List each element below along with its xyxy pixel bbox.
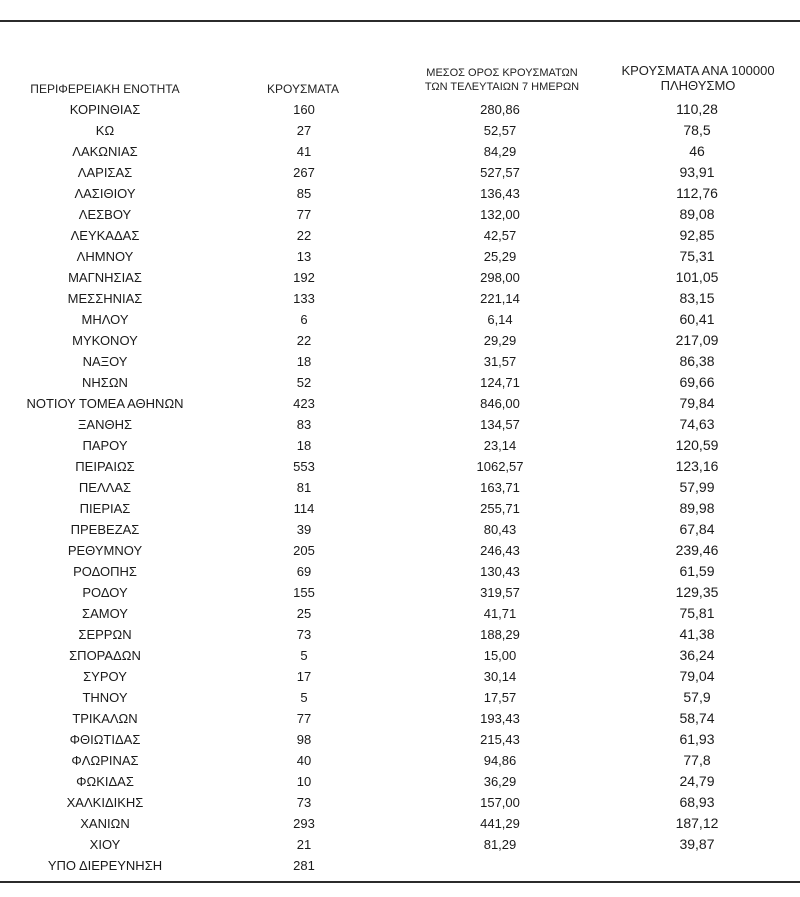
region-cell: ΡΕΘΥΜΝΟΥ [67,543,143,558]
cases-cell: 73 [296,627,312,642]
region-cell: ΚΟΡΙΝΘΙΑΣ [69,102,141,117]
rate-cell: 89,98 [679,500,715,516]
region-cell: ΝΑΞΟΥ [82,354,128,369]
cases-cell: 192 [293,270,315,285]
table-row [0,204,800,225]
avg-cell: 52,57 [483,123,517,138]
cases-cell: 25 [296,606,312,621]
rate-cell: 112,76 [676,185,718,201]
table-row [0,498,800,519]
table-row [0,120,800,141]
region-cell: ΜΗΛΟΥ [81,312,129,327]
avg-cell: 255,71 [480,501,520,516]
header-rate [598,63,798,93]
avg-cell: 1062,57 [476,459,524,474]
table-row [0,414,800,435]
rate-cell: 123,16 [675,458,719,474]
rate-cell: 36,24 [679,647,715,663]
avg-cell: 130,43 [480,564,520,579]
table-row [0,225,800,246]
header-avg-line1: ΜΕΣΟΣ ΟΡΟΣ ΚΡΟΥΣΜΑΤΩΝ [426,67,578,79]
table-row [0,855,800,876]
cases-cell: 18 [296,354,312,369]
table-row [0,309,800,330]
table-row [0,561,800,582]
cases-cell: 5 [300,690,308,705]
avg-cell: 136,43 [480,186,520,201]
avg-cell: 298,00 [480,270,520,285]
rate-cell: 67,84 [679,521,715,537]
rate-cell: 69,66 [679,374,715,390]
avg-cell: 193,43 [480,711,520,726]
cases-cell: 21 [296,837,312,852]
table-row [0,288,800,309]
table-row [0,393,800,414]
avg-cell: 527,57 [480,165,520,180]
cases-cell: 267 [293,165,315,180]
region-cell: ΠΡΕΒΕΖΑΣ [70,522,140,537]
table-row [0,582,800,603]
cases-cell: 13 [296,249,312,264]
cases-cell: 205 [293,543,315,558]
region-cell: ΦΩΚΙΔΑΣ [76,774,134,789]
avg-cell: 134,57 [480,417,520,432]
rate-cell: 74,63 [679,416,715,432]
table-row [0,435,800,456]
region-cell: ΠΙΕΡΙΑΣ [79,501,131,516]
cases-cell: 293 [293,816,315,831]
table-row [0,372,800,393]
table-row [0,792,800,813]
region-cell: ΧΙΟΥ [89,837,121,852]
cases-cell: 40 [296,753,312,768]
cases-cell: 81 [296,480,312,495]
rate-cell: 41,38 [679,626,715,642]
rate-cell: 68,93 [679,794,715,810]
region-cell: ΝΟΤΙΟΥ ΤΟΜΕΑ ΑΘΗΝΩΝ [26,396,184,411]
rate-cell: 46 [689,143,705,159]
region-cell: ΜΑΓΝΗΣΙΑΣ [68,270,142,285]
rate-cell: 79,84 [679,395,715,411]
avg-cell: 441,29 [480,816,520,831]
avg-cell: 84,29 [483,144,517,159]
table-row [0,540,800,561]
region-cell: ΡΟΔΟΥ [82,585,128,600]
header-rate-line1: ΚΡΟΥΣΜΑΤΑ ΑΝΑ 100000 [621,63,775,78]
avg-cell: 81,29 [483,837,517,852]
rate-cell: 79,04 [679,668,715,684]
region-cell: ΛΑΡΙΣΑΣ [77,165,133,180]
table-row [0,771,800,792]
table-row [0,477,800,498]
header-avg [392,66,612,94]
avg-cell: 29,29 [483,333,517,348]
table-row [0,351,800,372]
rate-cell: 60,41 [679,311,715,327]
rate-cell: 217,09 [675,332,719,348]
header-cases-label: ΚΡΟΥΣΜΑΤΑ [267,82,339,96]
avg-cell: 280,86 [480,102,520,117]
table-row [0,246,800,267]
avg-cell: 157,00 [480,795,520,810]
region-cell: ΛΗΜΝΟΥ [76,249,134,264]
region-cell: ΧΑΛΚΙΔΙΚΗΣ [66,795,144,810]
avg-cell: 36,29 [483,774,517,789]
rate-cell: 75,81 [679,605,715,621]
table-row [0,183,800,204]
table-row [0,687,800,708]
table-row [0,519,800,540]
table-row [0,330,800,351]
region-cell: ΛΑΣΙΘΙΟΥ [74,186,136,201]
header-region [12,82,198,96]
bottom-rule [0,881,800,883]
cases-cell: 18 [296,438,312,453]
region-cell: ΣΑΜΟΥ [82,606,128,621]
rate-cell: 78,5 [683,122,711,138]
cases-cell: 553 [293,459,315,474]
table-row [0,141,800,162]
rate-cell: 129,35 [675,584,719,600]
rate-cell: 57,9 [683,689,711,705]
region-cell: ΦΛΩΡΙΝΑΣ [71,753,139,768]
rate-cell: 239,46 [675,542,719,558]
rate-cell: 24,79 [679,773,715,789]
table-row [0,645,800,666]
region-cell: ΝΗΣΩΝ [82,375,128,390]
rate-cell: 39,87 [679,836,715,852]
cases-cell: 423 [293,396,315,411]
table-row [0,162,800,183]
avg-cell: 30,14 [483,669,517,684]
cases-cell: 6 [300,312,308,327]
avg-cell: 124,71 [480,375,520,390]
rate-cell: 187,12 [675,815,719,831]
header-cases [248,82,358,96]
rate-cell: 101,05 [675,269,719,285]
cases-cell: 10 [296,774,312,789]
cases-cell: 85 [296,186,312,201]
avg-cell: 221,14 [480,291,520,306]
region-cell: ΚΩ [95,123,115,138]
header-region-label: ΠΕΡΙΦΕΡΕΙΑΚΗ ΕΝΟΤΗΤΑ [30,82,180,96]
region-cell: ΣΥΡΟΥ [83,669,127,684]
table-row [0,666,800,687]
cases-cell: 27 [296,123,312,138]
region-cell: ΣΕΡΡΩΝ [78,627,132,642]
region-cell: ΛΑΚΩΝΙΑΣ [72,144,138,159]
rate-cell: 120,59 [675,437,719,453]
avg-cell: 25,29 [483,249,517,264]
region-cell: ΛΕΣΒΟΥ [78,207,132,222]
avg-cell: 31,57 [483,354,517,369]
region-cell: ΡΟΔΟΠΗΣ [73,564,137,579]
region-cell: ΞΑΝΘΗΣ [77,417,133,432]
avg-cell: 94,86 [483,753,517,768]
table-row [0,834,800,855]
avg-cell: 80,43 [483,522,517,537]
cases-cell: 155 [293,585,315,600]
table-row [0,813,800,834]
table-row [0,729,800,750]
data-table-body [0,99,800,876]
table-row [0,624,800,645]
rate-cell: 83,15 [679,290,715,306]
table-row [0,603,800,624]
avg-cell: 23,14 [483,438,517,453]
cases-cell: 17 [296,669,312,684]
rate-cell: 86,38 [679,353,715,369]
rate-cell: 93,91 [679,164,715,180]
rate-cell: 75,31 [679,248,715,264]
region-cell: ΥΠΟ ΔΙΕΡΕΥΝΗΣΗ [47,858,163,873]
table-row [0,99,800,120]
region-cell: ΛΕΥΚΑΔΑΣ [70,228,140,243]
cases-cell: 114 [293,501,315,516]
table-row [0,708,800,729]
region-cell: ΤΡΙΚΑΛΩΝ [72,711,138,726]
region-cell: ΤΗΝΟΥ [82,690,128,705]
avg-cell: 163,71 [480,480,520,495]
avg-cell: 15,00 [483,648,517,663]
rate-cell: 58,74 [679,710,715,726]
avg-cell: 188,29 [480,627,520,642]
rate-cell: 89,08 [679,206,715,222]
table-row [0,267,800,288]
avg-cell: 846,00 [480,396,520,411]
rate-cell: 61,59 [679,563,715,579]
cases-cell: 83 [296,417,312,432]
rate-cell: 77,8 [683,752,711,768]
rate-cell: 110,28 [676,101,718,117]
region-cell: ΠΕΛΛΑΣ [78,480,132,495]
table-row [0,750,800,771]
rate-cell: 61,93 [679,731,715,747]
rate-cell: 92,85 [679,227,715,243]
region-cell: ΣΠΟΡΑΔΩΝ [69,648,141,663]
avg-cell: 132,00 [480,207,520,222]
cases-cell: 41 [296,144,312,159]
avg-cell: 41,71 [483,606,517,621]
avg-cell: 6,14 [487,312,513,327]
cases-cell: 22 [296,333,312,348]
cases-cell: 39 [296,522,312,537]
region-cell: ΠΑΡΟΥ [82,438,128,453]
cases-cell: 52 [296,375,312,390]
cases-cell: 22 [296,228,312,243]
table-row [0,456,800,477]
top-rule [0,20,800,22]
region-cell: ΜΕΣΣΗΝΙΑΣ [67,291,143,306]
region-cell: ΧΑΝΙΩΝ [80,816,130,831]
cases-cell: 133 [293,291,315,306]
header-rate-line2: ΠΛΗΘΥΣΜΟ [660,78,736,93]
region-cell: ΠΕΙΡΑΙΩΣ [75,459,135,474]
cases-cell: 69 [296,564,312,579]
avg-cell: 42,57 [483,228,517,243]
region-cell: ΦΘΙΩΤΙΔΑΣ [69,732,141,747]
avg-cell: 319,57 [480,585,520,600]
rate-cell: 57,99 [679,479,715,495]
cases-cell: 73 [296,795,312,810]
cases-cell: 160 [293,102,315,117]
avg-cell: 215,43 [480,732,520,747]
avg-cell: 17,57 [483,690,517,705]
cases-cell: 77 [296,711,312,726]
region-cell: ΜΥΚΟΝΟΥ [72,333,138,348]
header-avg-line2: ΤΩΝ ΤΕΛΕΥΤΑΙΩΝ 7 ΗΜΕΡΩΝ [424,81,580,93]
cases-cell: 98 [296,732,312,747]
avg-cell: 246,43 [480,543,520,558]
cases-cell: 5 [300,648,308,663]
cases-cell: 281 [293,858,315,873]
cases-cell: 77 [296,207,312,222]
